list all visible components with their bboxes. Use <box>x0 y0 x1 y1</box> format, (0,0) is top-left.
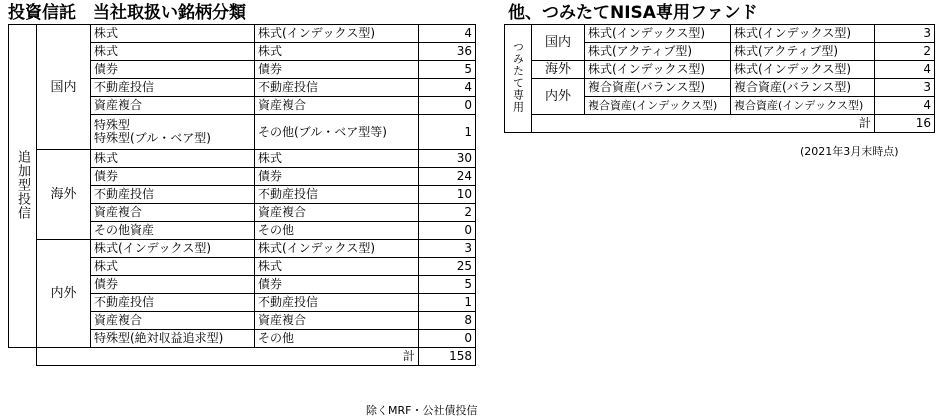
subcategory-cell: 株式(インデックス型) <box>731 61 875 79</box>
category-cell: 株式 <box>91 150 255 168</box>
subcategory-cell: 株式 <box>255 150 419 168</box>
blank-cell <box>9 348 37 366</box>
vertical-label-cell <box>505 25 532 133</box>
total-row <box>505 115 935 133</box>
category-cell: 債券 <box>91 168 255 186</box>
count-cell: 1 <box>419 115 476 150</box>
count-cell: 3 <box>875 79 935 97</box>
subcategory-cell: 資産複合 <box>255 97 419 115</box>
subcategory-cell: 株式(インデックス型) <box>255 25 419 43</box>
category-cell: 株式(インデックス型) <box>585 61 731 79</box>
category-cell: 資産複合 <box>91 204 255 222</box>
count-cell: 0 <box>419 330 476 348</box>
total-value: 16 <box>875 115 935 133</box>
category-cell: 株式(アクティブ型) <box>585 43 731 61</box>
total-label: 計 <box>37 348 419 366</box>
count-cell: 4 <box>419 79 476 97</box>
subcategory-cell: 複合資産(バランス型) <box>731 79 875 97</box>
region-cell: 内外 <box>37 240 91 348</box>
region-cell: 国内 <box>37 25 91 150</box>
subcategory-cell: 債券 <box>255 168 419 186</box>
subcategory-cell: 株式(インデックス型) <box>731 25 875 43</box>
category-cell: 株式 <box>91 25 255 43</box>
category-cell: 資産複合 <box>91 312 255 330</box>
subcategory-cell: 株式(インデックス型) <box>255 240 419 258</box>
category-cell: 不動産投信 <box>91 294 255 312</box>
table-row <box>505 61 935 79</box>
count-cell: 10 <box>419 186 476 204</box>
subcategory-cell: 資産複合 <box>255 204 419 222</box>
count-cell: 2 <box>419 204 476 222</box>
category-cell: 特殊型 特殊型(ブル・ベア型) <box>91 115 255 150</box>
count-cell: 25 <box>419 258 476 276</box>
category-cell: 複合資産(インデックス型) <box>585 97 731 115</box>
count-cell: 5 <box>419 276 476 294</box>
region-cell: 海外 <box>37 150 91 240</box>
category-cell: 株式(インデックス型) <box>91 240 255 258</box>
nisa-table-title: 他、つみたてNISA専用ファンド <box>508 3 758 23</box>
date-note: (2021年3月末時点) <box>800 145 899 158</box>
subcategory-cell: 不動産投信 <box>255 294 419 312</box>
category-cell: 株式 <box>91 258 255 276</box>
table-row <box>9 25 476 43</box>
category-cell: 不動産投信 <box>91 79 255 97</box>
count-cell: 0 <box>419 97 476 115</box>
table-row <box>505 25 935 43</box>
subcategory-cell: その他(ブル・ベア型等) <box>255 115 419 150</box>
subcategory-cell: 不動産投信 <box>255 186 419 204</box>
subcategory-cell: 複合資産(インデックス型) <box>731 97 875 115</box>
count-cell: 3 <box>875 25 935 43</box>
subcategory-cell: 債券 <box>255 61 419 79</box>
total-row <box>9 348 476 366</box>
vertical-label: つみたて専用 <box>511 41 525 113</box>
region-cell: 内外 <box>532 79 585 115</box>
vertical-label-cell <box>9 25 37 348</box>
count-cell: 3 <box>419 240 476 258</box>
count-cell: 4 <box>419 25 476 43</box>
subcategory-cell: その他 <box>255 330 419 348</box>
region-cell: 海外 <box>532 61 585 79</box>
main-fund-table <box>8 24 476 366</box>
count-cell: 1 <box>419 294 476 312</box>
count-cell: 30 <box>419 150 476 168</box>
count-cell: 24 <box>419 168 476 186</box>
subcategory-cell: 株式 <box>255 258 419 276</box>
total-value: 158 <box>419 348 476 366</box>
subcategory-cell: 株式(アクティブ型) <box>731 43 875 61</box>
count-cell: 4 <box>875 97 935 115</box>
nisa-fund-table <box>504 24 935 133</box>
table-row <box>9 150 476 168</box>
category-cell: 債券 <box>91 61 255 79</box>
category-cell: 資産複合 <box>91 97 255 115</box>
region-cell: 国内 <box>532 25 585 61</box>
category-cell: 債券 <box>91 276 255 294</box>
category-cell: その他資産 <box>91 222 255 240</box>
vertical-label: 追加型投信 <box>15 149 30 220</box>
subcategory-cell: 債券 <box>255 276 419 294</box>
count-cell: 0 <box>419 222 476 240</box>
count-cell: 8 <box>419 312 476 330</box>
total-label: 計 <box>532 115 875 133</box>
category-cell: 株式(インデックス型) <box>585 25 731 43</box>
subcategory-cell: 株式 <box>255 43 419 61</box>
main-footnote: 除くMRF・公社債投信 <box>366 404 478 417</box>
subcategory-cell: 不動産投信 <box>255 79 419 97</box>
count-cell: 5 <box>419 61 476 79</box>
category-cell: 特殊型(絶対収益追求型) <box>91 330 255 348</box>
subcategory-cell: その他 <box>255 222 419 240</box>
table-row <box>505 79 935 97</box>
category-cell: 株式 <box>91 43 255 61</box>
main-table-title: 投資信託 当社取扱い銘柄分類 <box>8 3 246 23</box>
category-cell: 不動産投信 <box>91 186 255 204</box>
table-row <box>9 240 476 258</box>
count-cell: 4 <box>875 61 935 79</box>
category-cell: 複合資産(バランス型) <box>585 79 731 97</box>
count-cell: 36 <box>419 43 476 61</box>
count-cell: 2 <box>875 43 935 61</box>
subcategory-cell: 資産複合 <box>255 312 419 330</box>
